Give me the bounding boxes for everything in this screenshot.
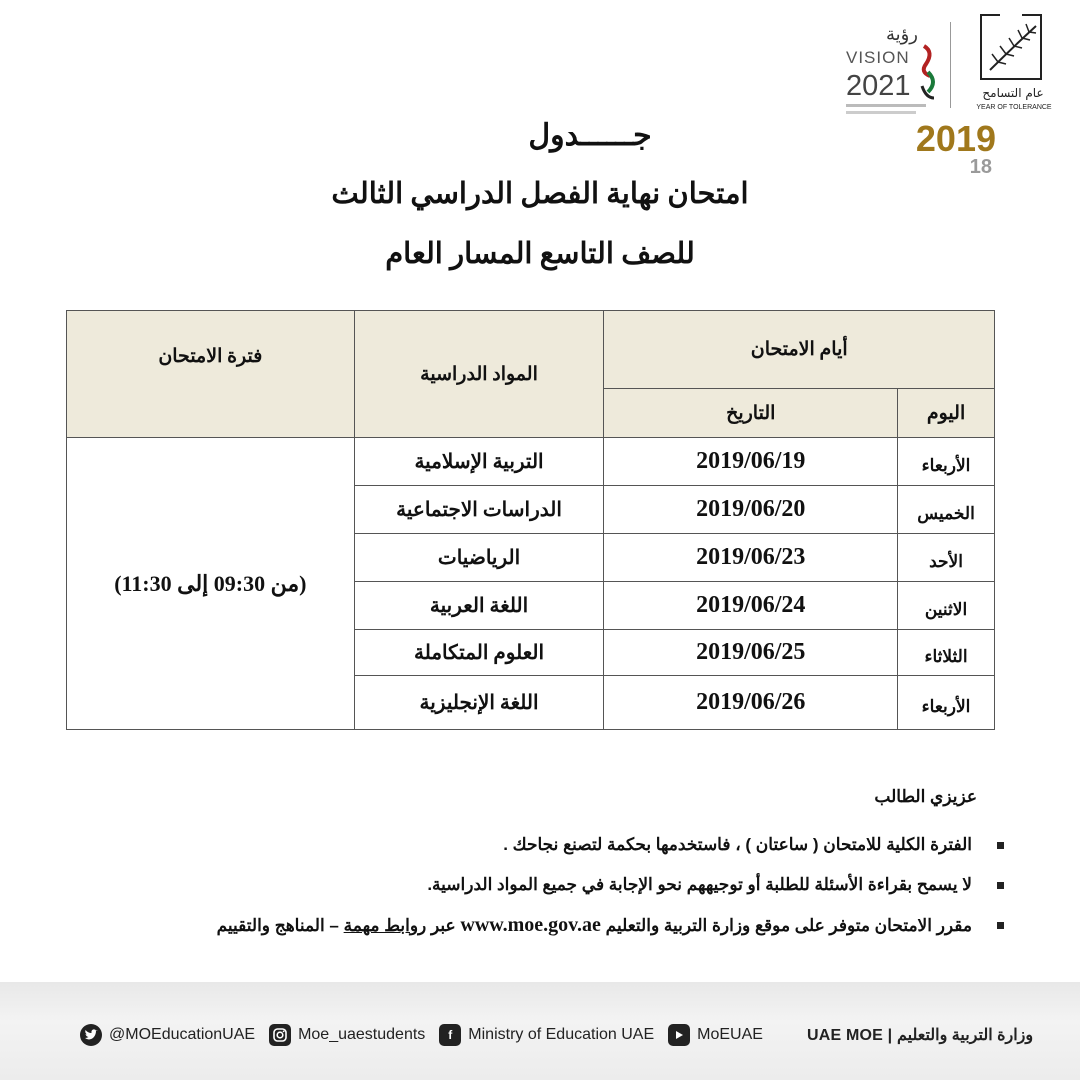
cell-subject: الدراسات الاجتماعية — [354, 486, 604, 534]
cell-date: 2019/06/19 — [604, 438, 898, 486]
facebook-handle-text: Ministry of Education UAE — [468, 1026, 655, 1043]
vision-emblem-icon — [918, 42, 940, 102]
cell-date: 2019/06/20 — [604, 486, 898, 534]
social-footer — [0, 982, 1080, 1080]
tolerance-logo-english: YEAR OF TOLERANCE — [976, 104, 1052, 111]
cell-date: 2019/06/24 — [604, 582, 898, 630]
cell-subject: اللغة العربية — [354, 582, 604, 630]
youtube-handle[interactable] — [668, 1024, 763, 1046]
cell-subject: الرياضيات — [354, 534, 604, 582]
year-badge-number: 18 — [969, 156, 992, 178]
header-date: التاريخ — [604, 389, 898, 438]
header-subjects: المواد الدراسية — [354, 311, 604, 438]
exam-title: امتحان نهاية الفصل الدراسي الثالث — [331, 178, 749, 210]
table-row — [67, 438, 995, 486]
vision-logo-text: VISION — [846, 48, 910, 67]
grade-title: للصف التاسع المسار العام — [385, 238, 695, 270]
notes-list — [72, 825, 972, 946]
cell-day: الاثنين — [898, 582, 995, 630]
note-text: مقرر الامتحان متوفر على موقع وزارة التربية والتعليم — [605, 916, 972, 935]
instagram-handle[interactable] — [269, 1024, 425, 1046]
ministry-name — [807, 1025, 1033, 1045]
cell-subject: التربية الإسلامية — [354, 438, 604, 486]
youtube-icon — [668, 1024, 690, 1046]
note-item — [72, 865, 972, 905]
note-text: لا يسمح بقراءة الأسئلة للطلبة أو توجيههم نحو الإجابة في جميع المواد الدراسية. — [427, 875, 972, 894]
exam-schedule-table — [66, 310, 995, 730]
note-text: – المناهج والتقييم — [216, 916, 339, 935]
page-title: جــــــدول — [528, 119, 652, 152]
facebook-handle[interactable] — [439, 1024, 654, 1046]
bullet-icon — [997, 922, 1004, 929]
moe-website-link[interactable]: www.moe.gov.ae — [460, 914, 601, 936]
twitter-icon — [80, 1024, 102, 1046]
facebook-icon: f — [439, 1024, 461, 1046]
header-period: فترة الامتحان — [67, 311, 355, 438]
exam-period-text: (من 09:30 إلى 11:30) — [114, 570, 307, 596]
youtube-handle-text: MoEUAE — [697, 1026, 763, 1043]
bullet-icon — [997, 882, 1004, 889]
cell-subject: العلوم المتكاملة — [354, 630, 604, 676]
note-text: الفترة الكلية للامتحان ( ساعتان ) ، فاستخدمها بحكمة لتصنع نجاحك . — [503, 835, 972, 854]
cell-day: الأربعاء — [898, 438, 995, 486]
notes-greeting: عزيزي الطالب — [874, 787, 977, 806]
cell-exam-period — [67, 438, 355, 730]
year-of-tolerance-logo — [972, 14, 1056, 118]
header-exam-days: أيام الامتحان — [604, 311, 995, 389]
cell-date: 2019/06/25 — [604, 630, 898, 676]
important-links-text: روابط مهمة — [343, 916, 427, 935]
twitter-handle[interactable] — [80, 1024, 255, 1046]
year-badge: 2019 — [915, 118, 996, 159]
cell-day: الأحد — [898, 534, 995, 582]
twitter-handle-text: @MOEducationUAE — [109, 1026, 256, 1043]
logo-divider — [950, 22, 951, 108]
instagram-icon — [269, 1024, 291, 1046]
bullet-icon — [997, 842, 1004, 849]
vision-logo-arabic: رؤية — [885, 24, 918, 45]
ministry-name-text: UAE MOE | وزارة التربية والتعليم — [806, 1027, 1034, 1044]
cell-day: الأربعاء — [898, 676, 995, 730]
tolerance-logo-arabic: عام التسامح — [982, 86, 1044, 100]
cell-subject: اللغة الإنجليزية — [354, 676, 604, 730]
vision-2021-logo — [836, 18, 946, 118]
ghaf-branch-icon — [982, 18, 1042, 78]
cell-day: الخميس — [898, 486, 995, 534]
cell-date: 2019/06/26 — [604, 676, 898, 730]
vision-logo-year: 2021 — [846, 70, 911, 102]
instagram-handle-text: Moe_uaestudents — [298, 1026, 426, 1043]
cell-date: 2019/06/23 — [604, 534, 898, 582]
note-text: عبر — [430, 916, 456, 935]
cell-day: الثلاثاء — [898, 630, 995, 676]
header-day: اليوم — [898, 389, 995, 438]
note-item — [72, 825, 972, 865]
note-item — [72, 905, 972, 946]
